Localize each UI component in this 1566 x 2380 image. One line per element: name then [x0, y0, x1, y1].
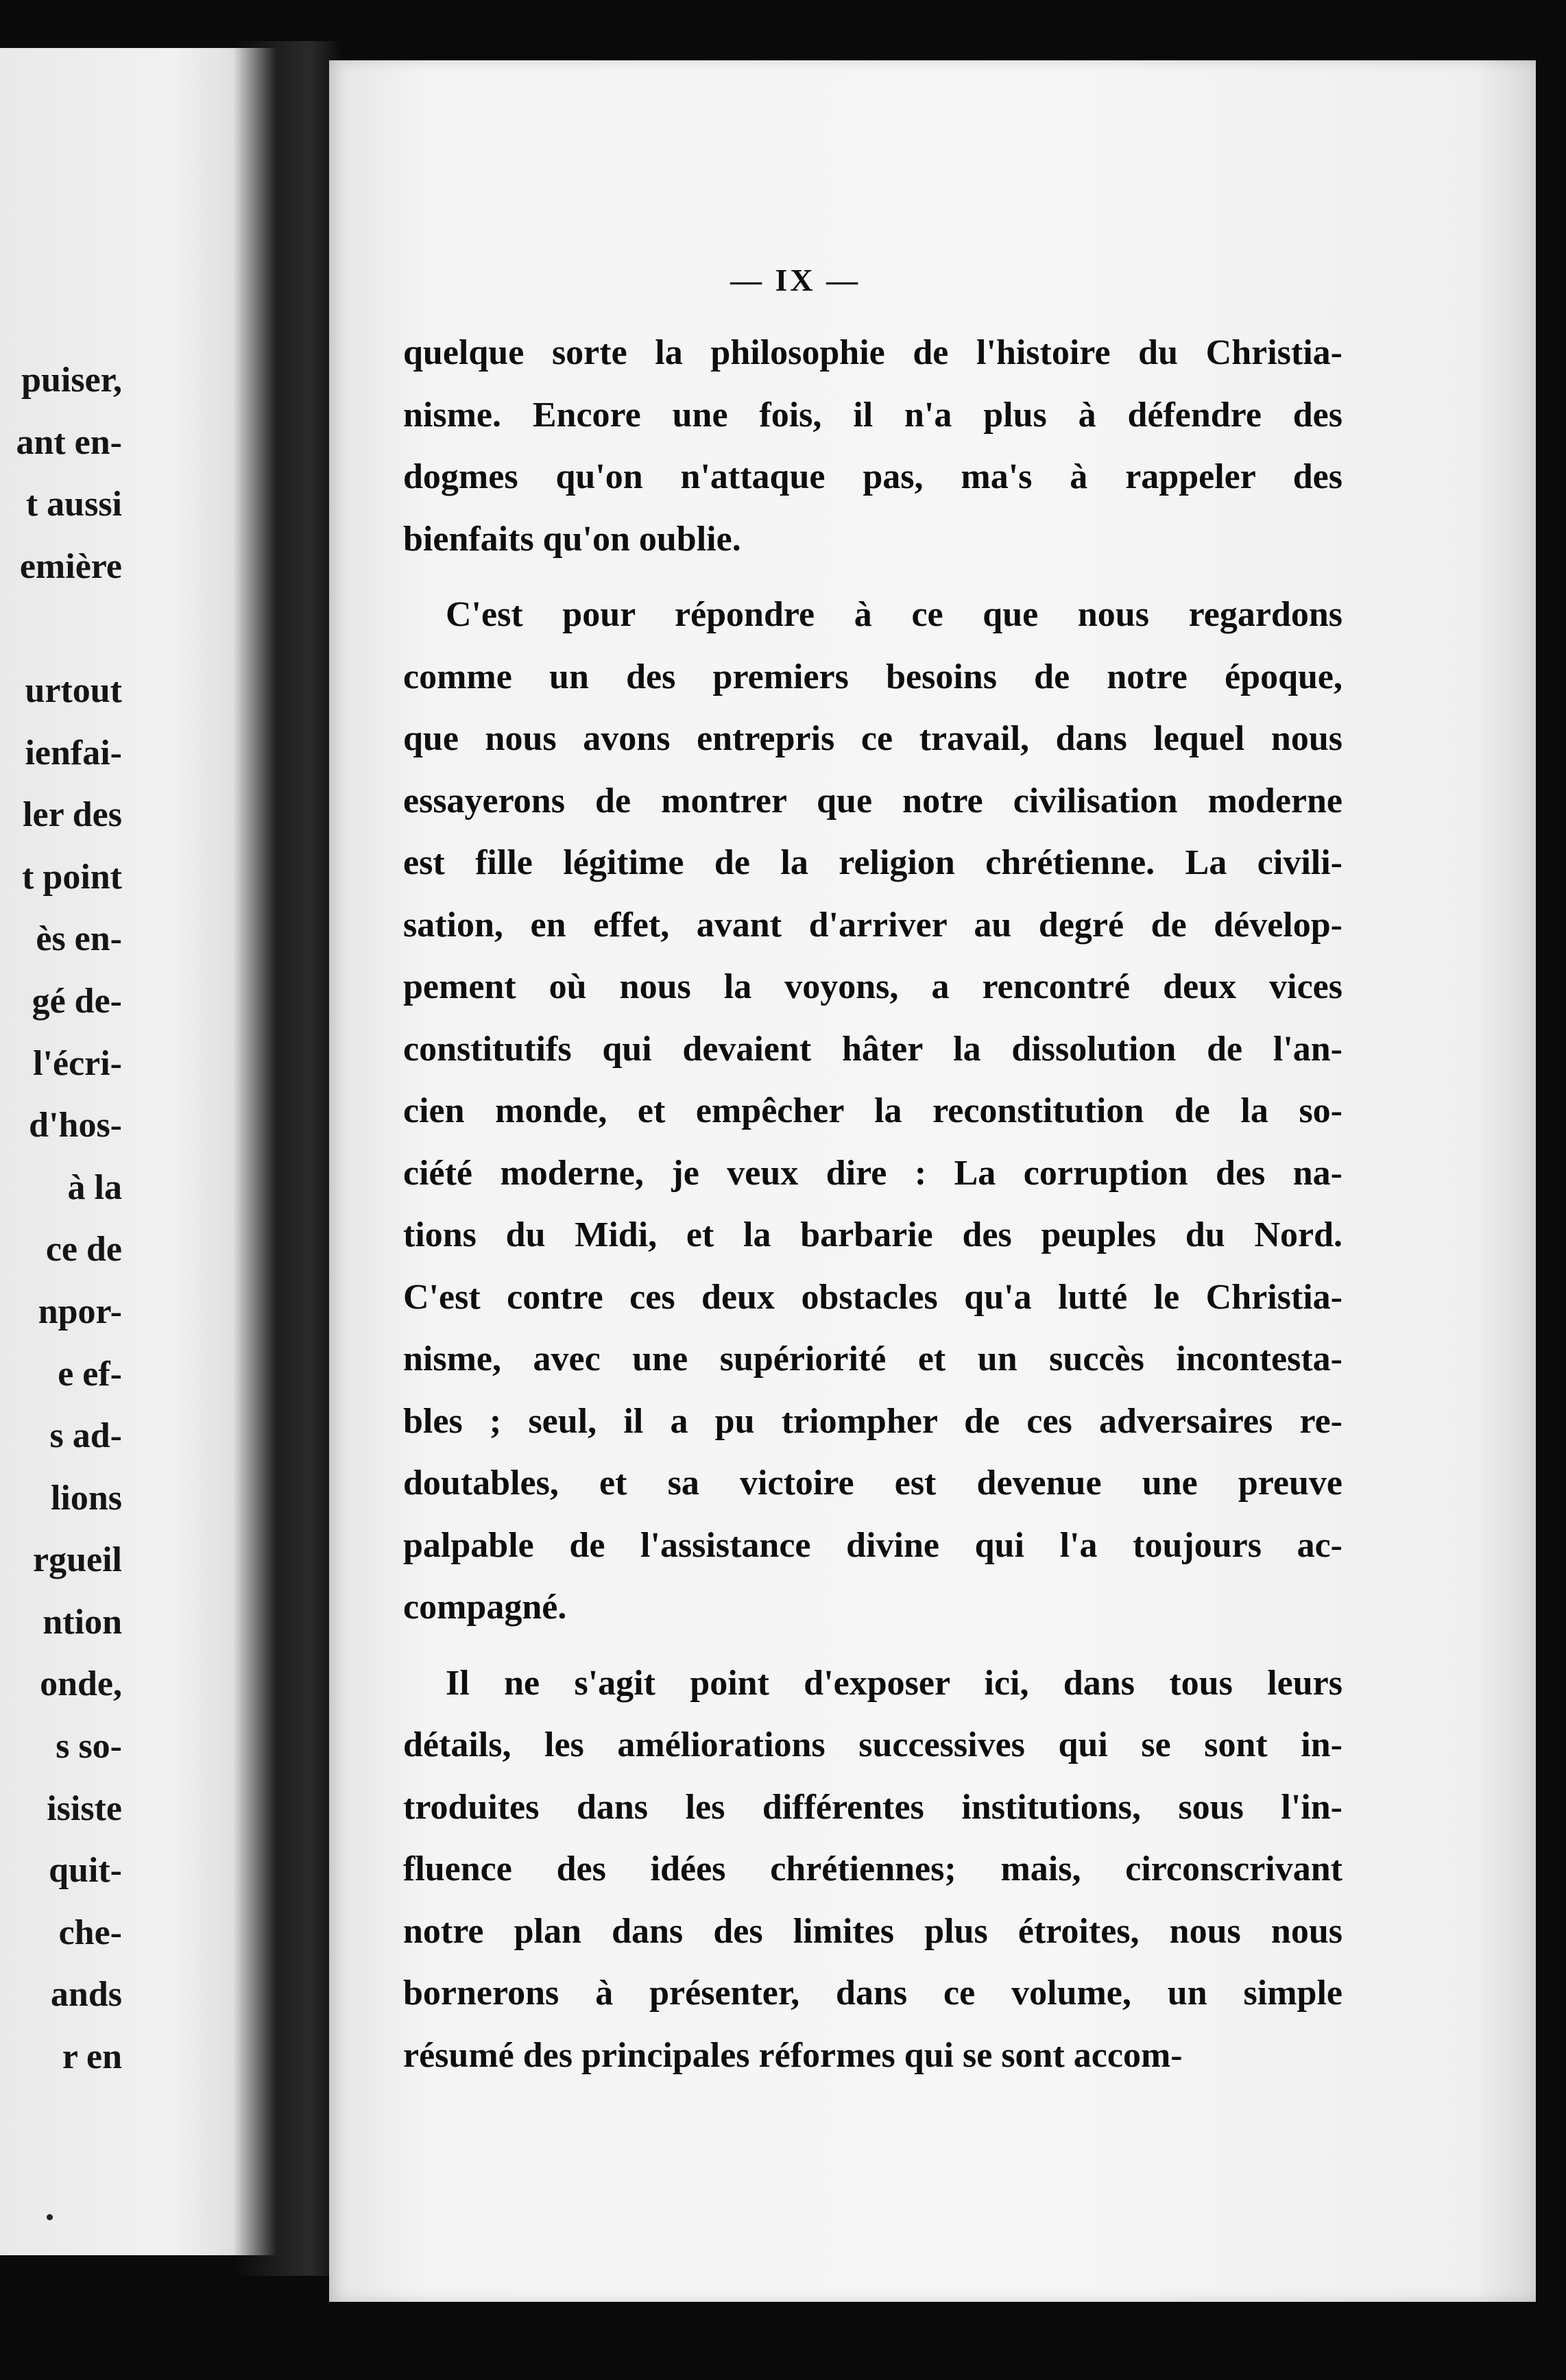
previous-page-line: s so- [56, 1727, 122, 1766]
text-line: est fille légitime de la religion chrétienne. La civili- [403, 843, 1342, 882]
previous-page-line: urtout [25, 670, 122, 710]
previous-page-line: rgueil [33, 1540, 122, 1580]
text-line: C'est contre ces deux obstacles qu'a lutté le Christia- [403, 1277, 1342, 1317]
previous-page-line: s ad- [49, 1416, 122, 1456]
paragraph-gap [403, 1639, 1342, 1653]
previous-page-line: npor- [38, 1291, 122, 1331]
paragraph [403, 322, 1342, 570]
text-line: quelque sorte la philosophie de l'histoire du Christia- [403, 333, 1342, 372]
text-line: détails, les améliorations successives qui se sont in- [403, 1725, 1342, 1764]
paragraph-gap [403, 570, 1342, 584]
previous-page-line: ands [50, 1975, 122, 2015]
previous-page-line: emière [19, 546, 122, 586]
paragraph [403, 584, 1342, 1639]
page-number: — IX — [730, 263, 861, 298]
previous-page-line: l'écri- [33, 1043, 122, 1083]
text-line: constitutifs qui devaient hâter la dissolution de l'an- [403, 1029, 1342, 1069]
previous-page-line: isiste [47, 1788, 122, 1828]
text-line: comme un des premiers besoins de notre époque, [403, 657, 1342, 696]
previous-page-line: lions [50, 1478, 122, 1518]
text-line: dogmes qu'on n'attaque pas, ma's à rappeler des [403, 457, 1342, 496]
previous-page-line: puiser, [21, 361, 122, 400]
text-line: résumé des principales réformes qui se sont accom- [403, 2035, 1183, 2075]
text-line: nisme. Encore une fois, il n'a plus à défendre des [403, 395, 1342, 435]
text-line: cien monde, et empêcher la reconstitution de la so- [403, 1091, 1342, 1130]
previous-page-line: ienfai- [25, 733, 122, 773]
previous-page-line: t point [22, 857, 122, 897]
text-line: fluence des idées chrétiennes; mais, circonscrivant [403, 1849, 1342, 1889]
ink-speck [47, 2214, 53, 2220]
previous-page-line: d'hos- [29, 1106, 122, 1145]
text-line: pement où nous la voyons, a rencontré deux vices [403, 967, 1342, 1006]
text-line: compagné. [403, 1588, 567, 1627]
previous-page-line: ler des [23, 795, 122, 835]
text-line: sation, en effet, avant d'arriver au degré de dévelop- [403, 905, 1342, 945]
binding-gutter [233, 41, 343, 2276]
previous-page-line: ce de [45, 1230, 122, 1270]
previous-page-line: onde, [40, 1664, 122, 1704]
previous-page-line: gé de- [32, 981, 122, 1021]
text-line: Il ne s'agit point d'exposer ici, dans tous leurs [446, 1663, 1342, 1703]
text-line: C'est pour répondre à ce que nous regardons [446, 595, 1342, 634]
text-line: bles ; seul, il a pu triompher de ces adversaires re- [403, 1401, 1342, 1441]
previous-page-line: ès en- [36, 919, 122, 959]
text-line: ciété moderne, je veux dire : La corruption des na- [403, 1153, 1342, 1193]
body-text [403, 322, 1342, 2087]
text-line: tions du Midi, et la barbarie des peuples du Nord. [403, 1215, 1342, 1254]
text-line: nisme, avec une supériorité et un succès incontesta- [403, 1339, 1342, 1379]
text-line: palpable de l'assistance divine qui l'a toujours ac- [403, 1525, 1342, 1565]
text-line: essayerons de montrer que notre civilisation moderne [403, 781, 1342, 821]
previous-page-line: ant en- [16, 422, 122, 462]
text-line: bienfaits qu'on oublie. [403, 519, 741, 559]
previous-page-line: ntion [43, 1602, 122, 1642]
text-line: notre plan dans des limites plus étroites, nous nous [403, 1911, 1342, 1951]
text-line: que nous avons entrepris ce travail, dans lequel nous [403, 719, 1342, 758]
paragraph [403, 1653, 1342, 2087]
previous-page-line: e ef- [58, 1354, 122, 1394]
previous-page-line: à la [67, 1167, 122, 1207]
previous-page-line: t aussi [25, 485, 122, 524]
previous-page-line: quit- [49, 1851, 122, 1891]
previous-page-line: r en [62, 2037, 122, 2077]
previous-page-line: che- [58, 1912, 122, 1952]
text-line: bornerons à présenter, dans ce volume, un simple [403, 1974, 1342, 2013]
text-line: doutables, et sa victoire est devenue une preuve [403, 1464, 1342, 1503]
text-line: troduites dans les différentes institutions, sous l'in- [403, 1787, 1342, 1827]
